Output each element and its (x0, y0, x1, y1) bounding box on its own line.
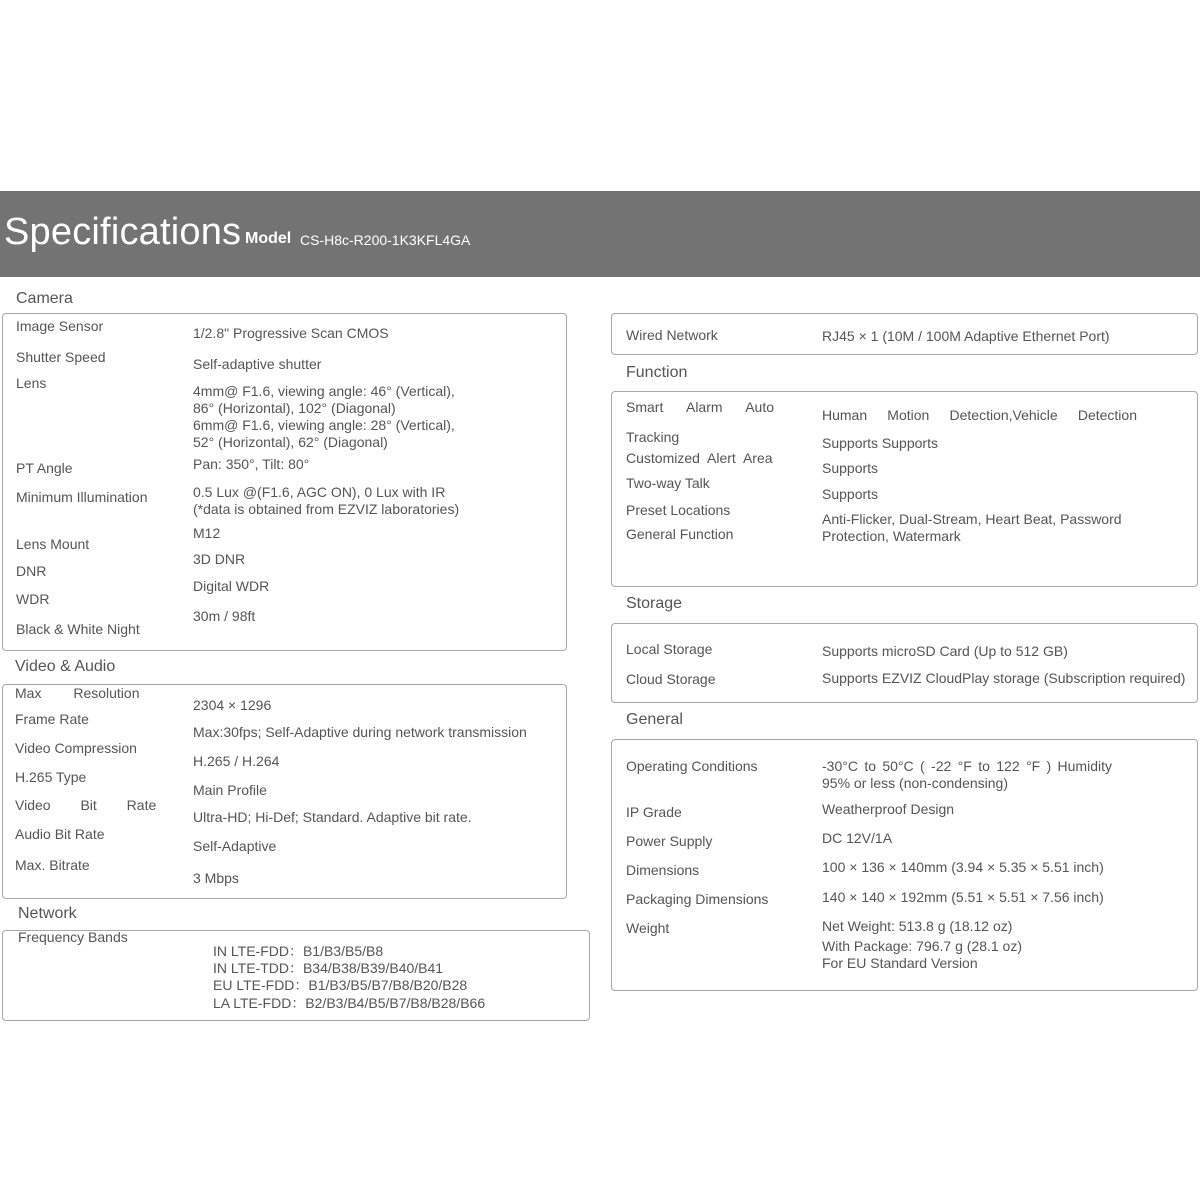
spec-value: DC 12V/1A (822, 830, 893, 846)
spec-value: With Package: 796.7 g (28.1 oz) (822, 938, 1022, 954)
spec-label: Packaging Dimensions (626, 891, 769, 907)
video-audio-section-title: Video & Audio (15, 658, 116, 675)
spec-value: 4mm@ F1.6, viewing angle: 46° (Vertical), (193, 383, 455, 399)
spec-label: Two-way Talk (626, 475, 710, 491)
spec-value: Human Motion Detection,Vehicle Detection (822, 407, 1137, 423)
spec-label: Frequency Bands (18, 929, 128, 945)
spec-value: 95% or less (non-condensing) (822, 775, 1008, 791)
spec-value: Self-Adaptive (193, 838, 277, 854)
spec-value: For EU Standard Version (822, 955, 978, 971)
spec-value: LA LTE-FDD：B2/B3/B4/B5/B7/B8/B28/B66 (213, 995, 486, 1011)
spec-value: 30m / 98ft (193, 608, 256, 624)
spec-label: Wired Network (626, 327, 718, 343)
network-section-title: Network (18, 905, 77, 922)
spec-value: Pan: 350°, Tilt: 80° (193, 456, 310, 472)
spec-label: Weight (626, 920, 670, 936)
spec-label: DNR (16, 563, 47, 579)
storage-section-title: Storage (626, 595, 683, 612)
spec-value: 6mm@ F1.6, viewing angle: 28° (Vertical), (193, 417, 455, 433)
spec-value: 140 × 140 × 192mm (5.51 × 5.51 × 7.56 inch) (822, 889, 1104, 905)
spec-value: Main Profile (193, 782, 267, 798)
spec-value: Anti-Flicker, Dual-Stream, Heart Beat, Password (822, 511, 1122, 527)
spec-value: Ultra-HD; Hi-Def; Standard. Adaptive bit rate. (193, 809, 472, 825)
spec-value: EU LTE-FDD：B1/B3/B5/B7/B8/B20/B28 (213, 977, 468, 993)
spec-label: Preset Locations (626, 502, 731, 518)
spec-value: -30°C to 50°C ( -22 °F to 122 °F ) Humidity (822, 758, 1112, 774)
spec-label: Lens Mount (16, 536, 90, 552)
spec-label: Audio Bit Rate (15, 826, 105, 842)
spec-value: IN LTE-TDD：B34/B38/B39/B40/B41 (213, 960, 444, 976)
spec-value: Supports (822, 486, 879, 502)
spec-value: 52° (Horizontal), 62° (Diagonal) (193, 434, 388, 450)
spec-value: Protection, Watermark (822, 528, 961, 544)
storage-spec-box (611, 623, 1198, 703)
spec-label: Smart Alarm Auto Tracking (626, 399, 774, 445)
spec-value: M12 (193, 525, 221, 541)
spec-value: 100 × 136 × 140mm (3.94 × 5.35 × 5.51 inch) (822, 859, 1104, 875)
spec-value: Supports microSD Card (Up to 512 GB) (822, 643, 1068, 659)
spec-value: Supports Supports (822, 435, 938, 451)
spec-value: Self-adaptive shutter (193, 356, 322, 372)
spec-label: Max. Bitrate (15, 857, 90, 873)
spec-value: (*data is obtained from EZVIZ laboratories) (193, 501, 460, 517)
spec-value: 3 Mbps (193, 870, 239, 886)
general-section-title: General (626, 711, 683, 728)
spec-value: Supports EZVIZ CloudPlay storage (Subscription required) (822, 670, 1186, 686)
spec-label: Cloud Storage (626, 671, 716, 687)
spec-label: Max Resolution (15, 685, 140, 701)
model-label: Model (245, 230, 292, 247)
spec-label: IP Grade (626, 804, 682, 820)
function-section-title: Function (626, 364, 688, 381)
spec-label: Dimensions (626, 862, 700, 878)
spec-label: Power Supply (626, 833, 713, 849)
spec-label: Operating Conditions (626, 758, 758, 774)
header-banner (0, 191, 1200, 277)
spec-value: RJ45 × 1 (10M / 100M Adaptive Ethernet Port) (822, 328, 1110, 344)
spec-label: Video Compression (15, 740, 137, 756)
spec-value: Weatherproof Design (822, 801, 955, 817)
spec-value: 0.5 Lux @(F1.6, AGC ON), 0 Lux with IR (193, 484, 446, 500)
spec-value: Digital WDR (193, 578, 270, 594)
spec-label: Local Storage (626, 641, 713, 657)
spec-label: Shutter Speed (16, 349, 106, 365)
spec-value: 3D DNR (193, 551, 246, 567)
spec-label: Video Bit Rate (15, 797, 157, 813)
spec-value: IN LTE-FDD：B1/B3/B5/B8 (213, 943, 384, 959)
spec-label: Minimum Illumination (16, 489, 148, 505)
spec-label: H.265 Type (15, 769, 87, 785)
model-value: CS-H8c-R200-1K3KFL4GA (300, 232, 471, 248)
spec-label: Lens (16, 375, 47, 391)
spec-value: 2304 × 1296 (193, 697, 272, 713)
spec-value: Max:30fps; Self-Adaptive during network transmission (193, 724, 527, 740)
spec-value: 1/2.8" Progressive Scan CMOS (193, 325, 389, 341)
camera-section-title: Camera (16, 290, 73, 307)
spec-label: Black & White Night (16, 621, 140, 637)
spec-value: 86° (Horizontal), 102° (Diagonal) (193, 400, 396, 416)
spec-label: Customized Alert Area (626, 450, 773, 466)
spec-value: Supports (822, 460, 879, 476)
spec-label: PT Angle (16, 460, 73, 476)
spec-label: Frame Rate (15, 711, 89, 727)
spec-value: H.265 / H.264 (193, 753, 280, 769)
page-title: Specifications (4, 211, 242, 253)
spec-label: Image Sensor (16, 318, 104, 334)
spec-value: Net Weight: 513.8 g (18.12 oz) (822, 918, 1013, 934)
spec-label: General Function (626, 526, 734, 542)
spec-label: WDR (16, 591, 50, 607)
